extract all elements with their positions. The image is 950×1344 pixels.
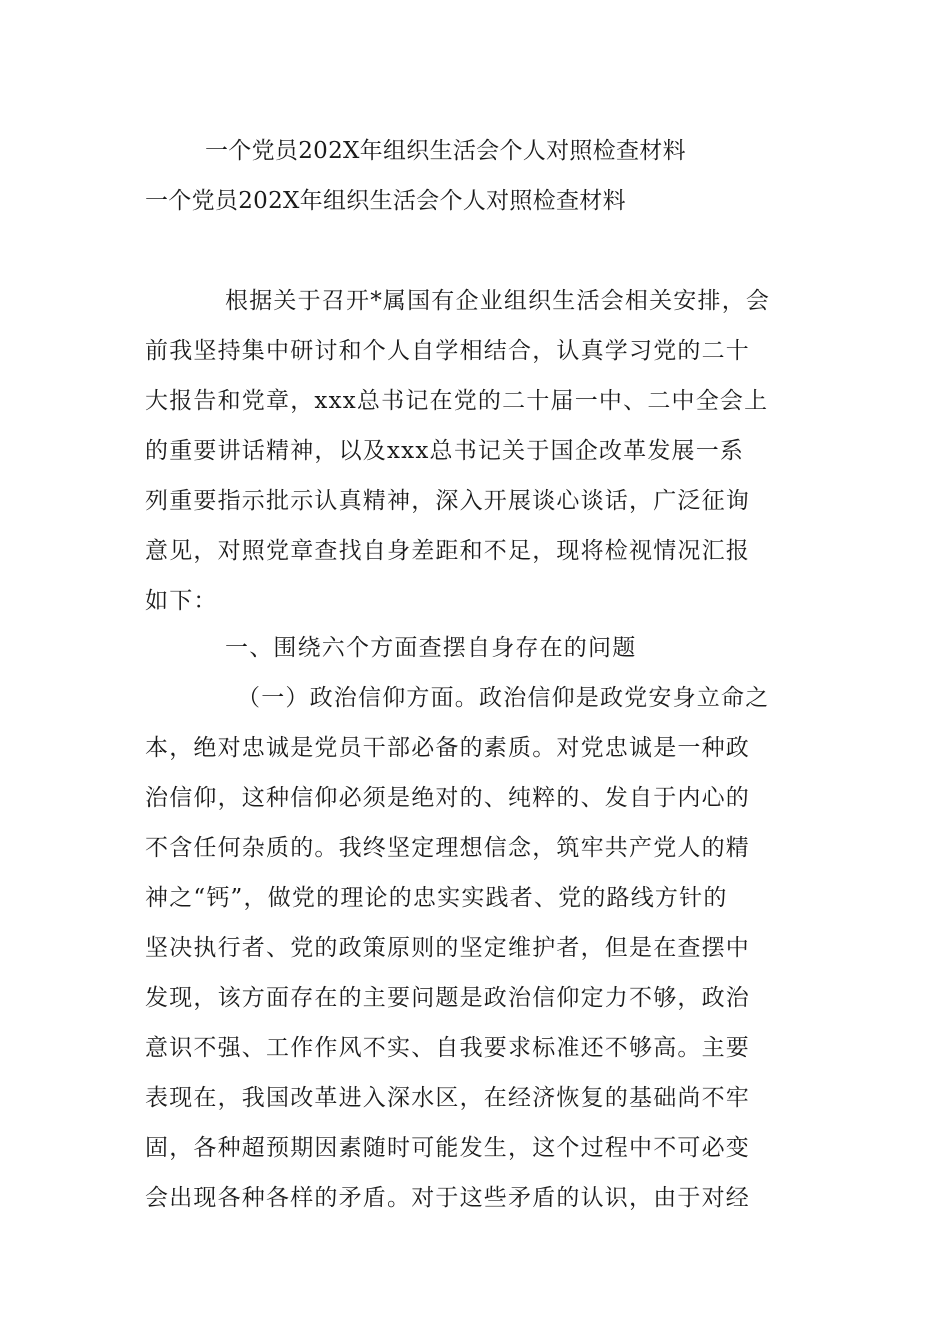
paragraph-line: 意识不强、工作作风不实、自我要求标准还不够高。主要 <box>145 1035 750 1061</box>
paragraph-line: 根据关于召开*属国有企业组织生活会相关安排，会 <box>225 288 771 314</box>
paragraph-line: 本，绝对忠诚是党员干部必备的素质。对党忠诚是一种政 <box>145 735 750 761</box>
subsection-line: （一）政治信仰方面。政治信仰是政党安身立命之 <box>237 685 770 711</box>
paragraph-line: 大报告和党章，xxx总书记在党的二十届一中、二中全会上 <box>145 388 769 414</box>
document-title-centered: 一个党员202X年组织生活会个人对照检查材料 <box>205 138 686 164</box>
document-title-left: 一个党员202X年组织生活会个人对照检查材料 <box>145 188 626 214</box>
paragraph-line: 坚决执行者、党的政策原则的坚定维护者，但是在查摆中 <box>145 935 750 961</box>
paragraph-line: 治信仰，这种信仰必须是绝对的、纯粹的、发自于内心的 <box>145 785 750 811</box>
section-heading: 一、围绕六个方面查摆自身存在的问题 <box>225 635 637 661</box>
paragraph-line: 发现，该方面存在的主要问题是政治信仰定力不够，政治 <box>145 985 750 1011</box>
paragraph-line: 表现在，我国改革进入深水区，在经济恢复的基础尚不牢 <box>145 1085 750 1111</box>
paragraph-line: 如下： <box>145 588 218 614</box>
paragraph-line: 的重要讲话精神，以及xxx总书记关于国企改革发展一系 <box>145 438 745 464</box>
paragraph-line: 固，各种超预期因素随时可能发生，这个过程中不可必变 <box>145 1135 750 1161</box>
paragraph-line: 会出现各种各样的矛盾。对于这些矛盾的认识，由于对经 <box>145 1185 750 1211</box>
paragraph-line: 神之“钙”，做党的理论的忠实实践者、党的路线方针的 <box>145 885 728 911</box>
paragraph-line: 列重要指示批示认真精神，深入开展谈心谈话，广泛征询 <box>145 488 750 514</box>
paragraph-line: 意见，对照党章查找自身差距和不足，现将检视情况汇报 <box>145 538 750 564</box>
paragraph-line: 前我坚持集中研讨和个人自学相结合，认真学习党的二十 <box>145 338 750 364</box>
paragraph-line: 不含任何杂质的。我终坚定理想信念，筑牢共产党人的精 <box>145 835 750 861</box>
